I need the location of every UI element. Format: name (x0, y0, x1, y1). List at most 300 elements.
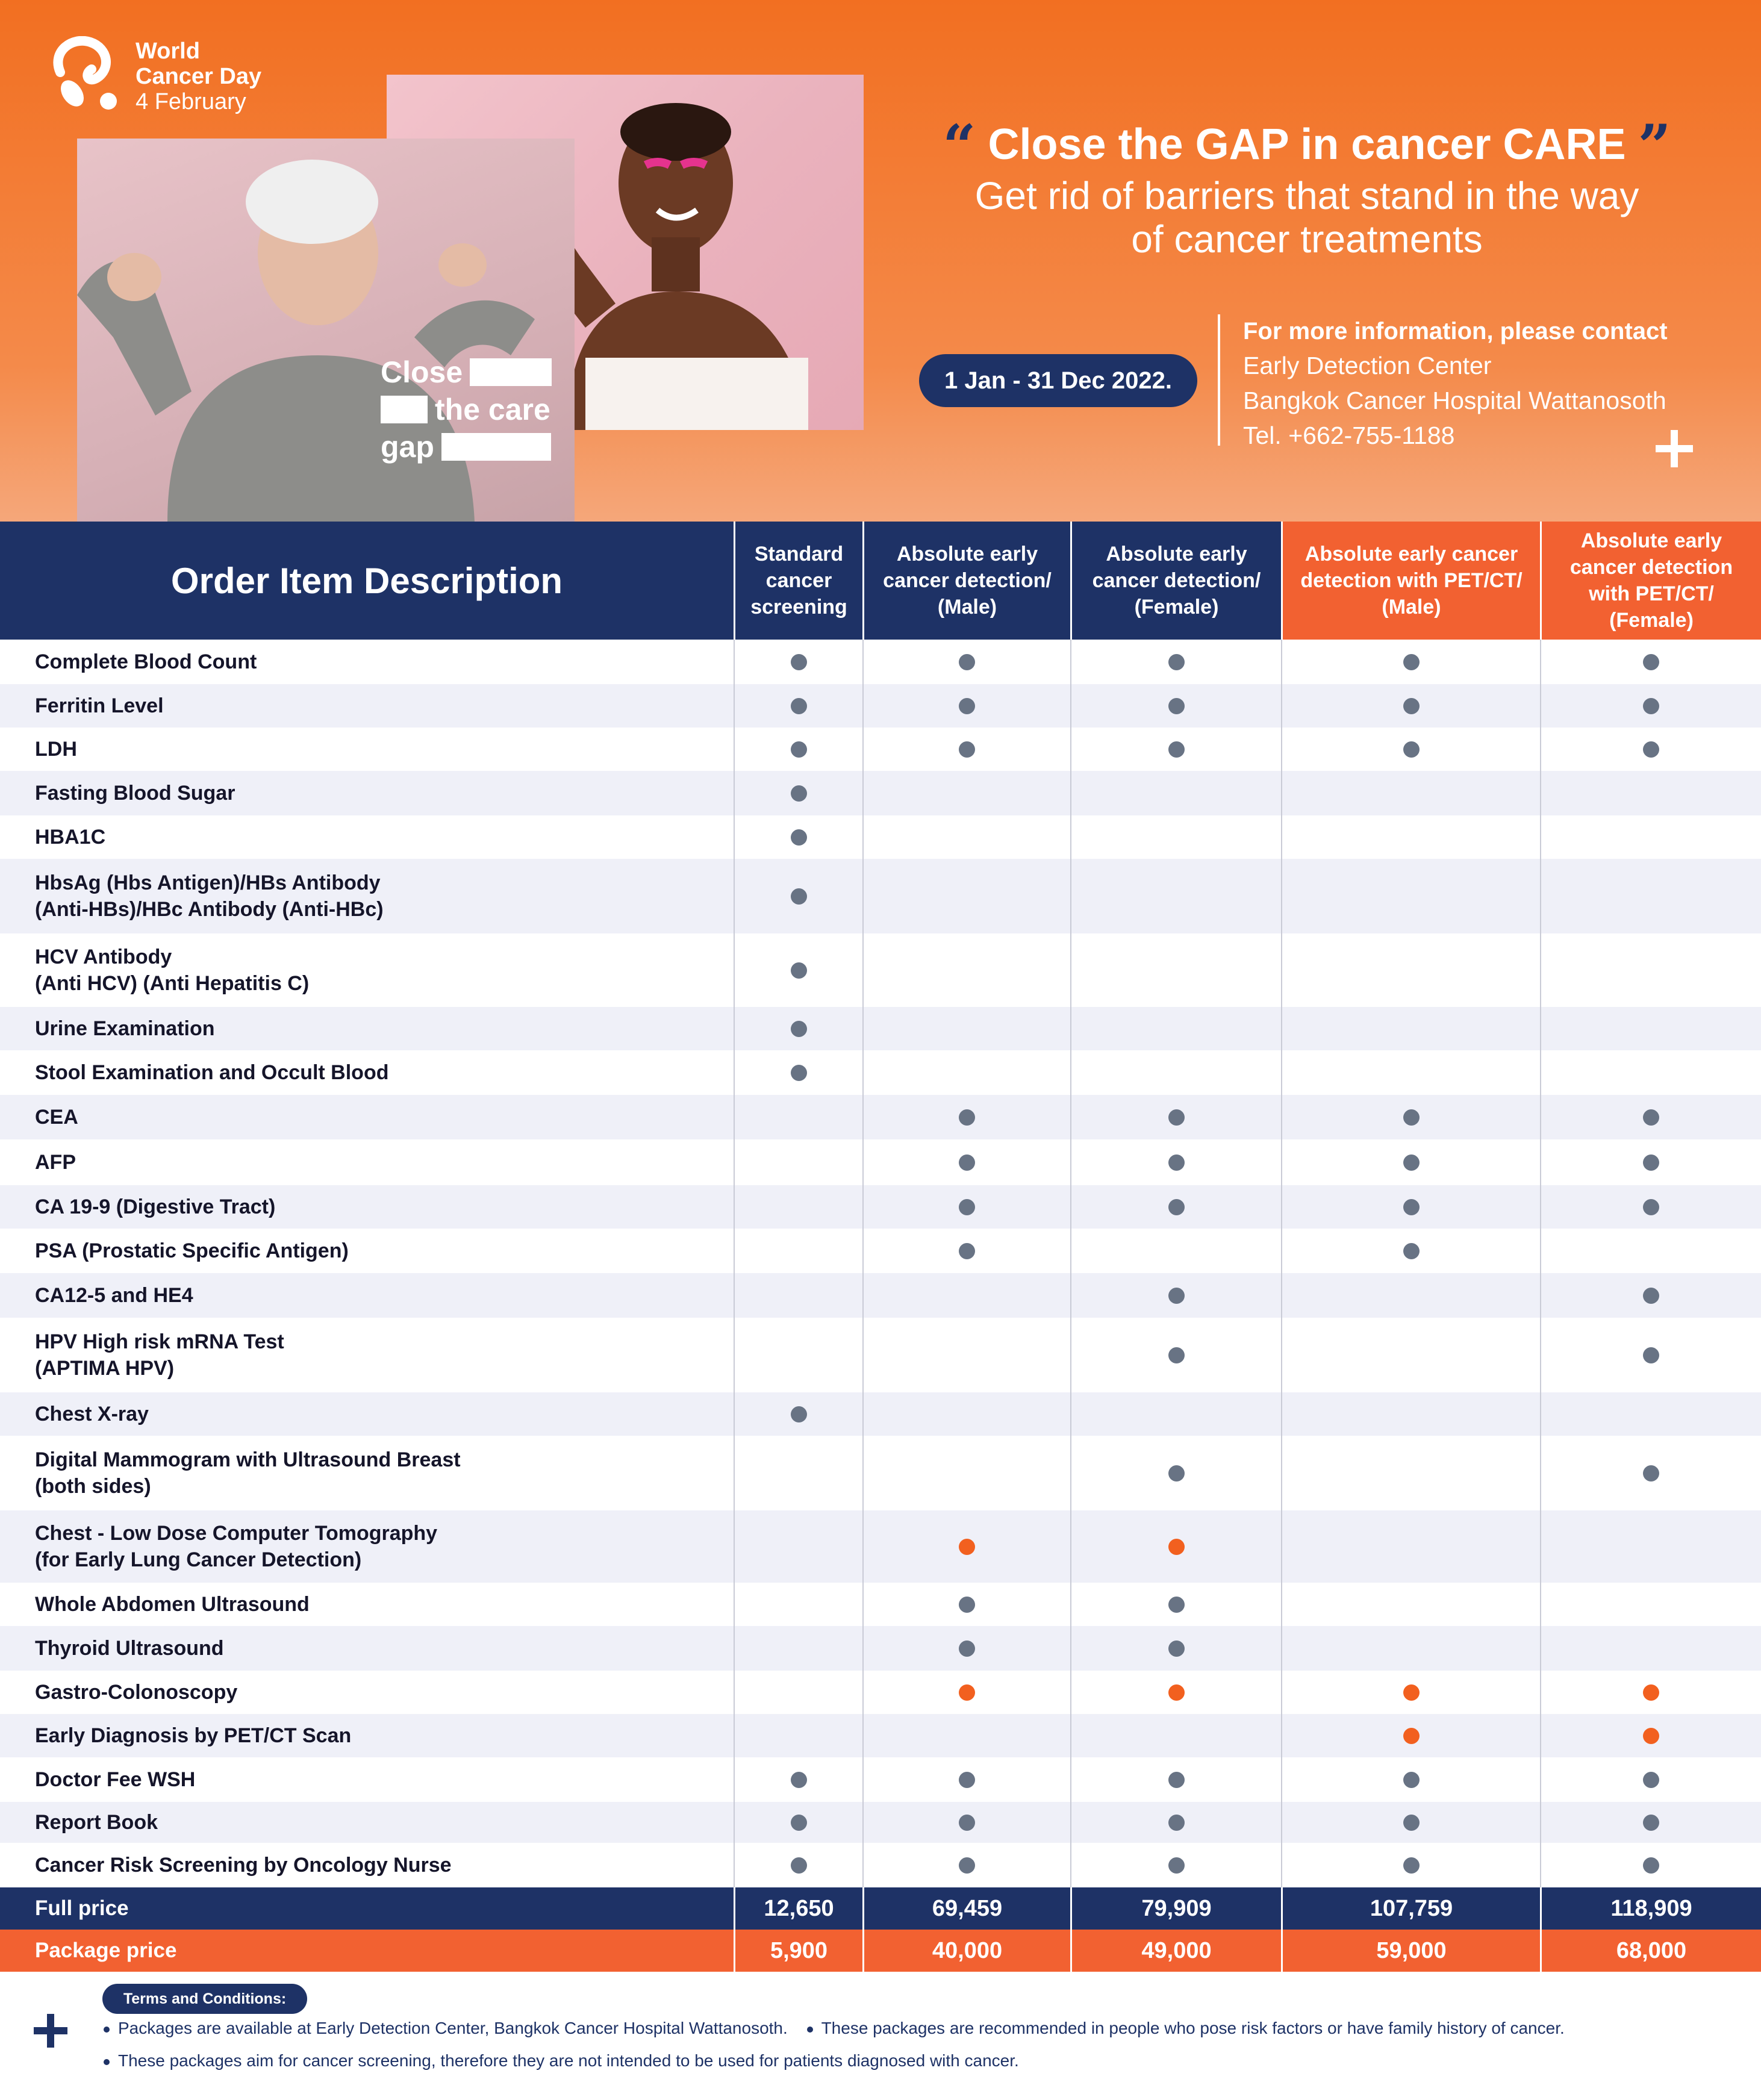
included-highlight-dot-icon (1643, 1728, 1659, 1744)
plus-icon (1653, 428, 1695, 470)
included-dot-icon (959, 1243, 975, 1259)
order-item-label (35, 1273, 697, 1318)
table-cell (1540, 1436, 1761, 1510)
table-cell (1540, 1757, 1761, 1802)
table-cell (862, 1510, 1070, 1583)
headline-sub-1: Get rid of barriers that stand in the way (974, 174, 1639, 217)
table-cell (1281, 1757, 1540, 1802)
order-item-text: CA12-5 and HE4 (35, 1284, 193, 1307)
table-cell (734, 1095, 862, 1139)
table-cell (862, 1802, 1070, 1843)
order-item-label (35, 1583, 697, 1626)
table-cell (1281, 1273, 1540, 1318)
table-cell (1281, 1436, 1540, 1510)
table-cell (734, 1273, 862, 1318)
terms-row-2 (104, 2051, 1019, 2070)
order-item-text: CA 19-9 (Digestive Tract) (35, 1195, 276, 1218)
price-label: Full price (35, 1896, 129, 1920)
table-cell (862, 1671, 1070, 1714)
table-row (0, 1007, 1761, 1050)
table-cell (1281, 1139, 1540, 1185)
included-dot-icon (791, 1857, 807, 1874)
table-cell (1070, 1510, 1281, 1583)
order-item-text: AFP (35, 1151, 76, 1174)
table-cell (1070, 684, 1281, 728)
price-value: 79,909 (1070, 1887, 1281, 1930)
table-row (0, 815, 1761, 859)
included-dot-icon (959, 1199, 975, 1215)
order-item-label (35, 728, 697, 771)
table-cell (1281, 1671, 1540, 1714)
included-highlight-dot-icon (959, 1684, 975, 1701)
table-cell (1540, 1095, 1761, 1139)
column-header-line: screening (750, 596, 847, 618)
table-cell (1070, 1843, 1281, 1887)
table-cell (1281, 1583, 1540, 1626)
order-item-text: Complete Blood Count (35, 650, 257, 673)
close-quote-icon: ” (1638, 112, 1671, 180)
table-cell (862, 728, 1070, 771)
order-item-text: CEA (35, 1106, 78, 1129)
table-cell (1281, 1007, 1540, 1050)
price-value: 5,900 (734, 1930, 862, 1972)
table-cell (1281, 859, 1540, 933)
table-row (0, 1714, 1761, 1757)
column-header-line: cancer detection/ (1092, 569, 1261, 592)
included-dot-icon (1643, 1288, 1659, 1304)
order-item-text: Cancer Risk Screening by Oncology Nurse (35, 1854, 452, 1877)
included-dot-icon (1403, 741, 1420, 758)
table-row (0, 1583, 1761, 1626)
order-item-label (35, 1757, 697, 1802)
badge-bar (381, 396, 428, 423)
table-cell (1281, 815, 1540, 859)
column-header-line: Standard (754, 543, 844, 566)
ribbon-logo-icon (48, 36, 126, 114)
headline (891, 112, 1722, 261)
terms-item-3: These packages aim for cancer screening, therefore they are not intended to be used for patients diagnosed with cancer. (118, 2051, 1019, 2070)
table-cell (1070, 1185, 1281, 1229)
order-item-text: Whole Abdomen Ultrasound (35, 1593, 310, 1616)
table-cell (1281, 1392, 1540, 1436)
order-item-text: (Anti HCV) (Anti Hepatitis C) (35, 972, 310, 995)
column-header-line: (Female) (1609, 609, 1694, 632)
price-value: 118,909 (1540, 1887, 1761, 1930)
column-header-line: Absolute early (1580, 529, 1722, 552)
price-value: 49,000 (1070, 1930, 1281, 1972)
column-header-line: Absolute early (1106, 543, 1247, 566)
included-dot-icon (1643, 1347, 1659, 1363)
included-dot-icon (791, 698, 807, 714)
table-cell (862, 1273, 1070, 1318)
table-cell (1070, 933, 1281, 1007)
included-dot-icon (791, 1065, 807, 1081)
included-dot-icon (1403, 698, 1420, 714)
table-cell (734, 1583, 862, 1626)
included-dot-icon (791, 829, 807, 846)
table-cell (734, 933, 862, 1007)
table-cell (734, 1139, 862, 1185)
table-cell (734, 1843, 862, 1887)
table-cell (734, 1185, 862, 1229)
table-cell (734, 1318, 862, 1392)
order-item-text: HbsAg (Hbs Antigen)/HBs Antibody (35, 871, 381, 894)
price-value: 69,459 (862, 1887, 1070, 1930)
table-cell (1281, 1802, 1540, 1843)
table-cell (1281, 1843, 1540, 1887)
column-header-line: (Male) (937, 596, 997, 618)
table-cell (1070, 1436, 1281, 1510)
headline-title: Close the GAP in cancer CARE (988, 120, 1626, 169)
included-dot-icon (1168, 1815, 1185, 1831)
column-header-line: cancer detection (1569, 556, 1733, 579)
table-cell (1070, 728, 1281, 771)
table-cell (1070, 1392, 1281, 1436)
included-highlight-dot-icon (1643, 1684, 1659, 1701)
order-item-text: Stool Examination and Occult Blood (35, 1061, 389, 1084)
table-cell (1070, 1139, 1281, 1185)
table-cell (734, 640, 862, 684)
included-dot-icon (1643, 1815, 1659, 1831)
included-dot-icon (959, 1815, 975, 1831)
table-cell (1070, 1802, 1281, 1843)
included-dot-icon (791, 1406, 807, 1422)
table-cell (1540, 859, 1761, 933)
table-cell (734, 859, 862, 933)
column-header-line: detection with PET/CT/ (1300, 569, 1523, 592)
table-row (0, 684, 1761, 728)
included-dot-icon (1168, 1465, 1185, 1482)
table-cell (1281, 728, 1540, 771)
table-row (0, 1318, 1761, 1392)
price-label: Package price (35, 1939, 177, 1962)
table-cell (1281, 771, 1540, 815)
included-dot-icon (959, 1597, 975, 1613)
included-dot-icon (1643, 1772, 1659, 1788)
table-cell (862, 859, 1070, 933)
included-dot-icon (1168, 1772, 1185, 1788)
table-cell (1540, 1185, 1761, 1229)
table-row (0, 1510, 1761, 1583)
order-item-text: (both sides) (35, 1475, 151, 1498)
table-row (0, 640, 1761, 684)
table-row (0, 728, 1761, 771)
order-item-text: LDH (35, 738, 77, 761)
included-dot-icon (959, 1640, 975, 1657)
table-cell (1540, 684, 1761, 728)
package-price-row (0, 1930, 1761, 1972)
included-dot-icon (1643, 698, 1659, 714)
table-cell (1540, 1273, 1761, 1318)
column-header-line: cancer (765, 569, 832, 592)
table-cell (734, 1671, 862, 1714)
table-cell (862, 1318, 1070, 1392)
included-dot-icon (1403, 1109, 1420, 1126)
included-dot-icon (959, 1109, 975, 1126)
table-cell (862, 1436, 1070, 1510)
table-cell (1540, 933, 1761, 1007)
table-cell (862, 933, 1070, 1007)
table-cell (1540, 640, 1761, 684)
included-dot-icon (1403, 1772, 1420, 1788)
table-cell (1070, 1318, 1281, 1392)
included-dot-icon (1168, 741, 1185, 758)
price-value: 12,650 (734, 1887, 862, 1930)
table-row (0, 1802, 1761, 1843)
price-value: 107,759 (1281, 1887, 1540, 1930)
included-highlight-dot-icon (1168, 1684, 1185, 1701)
table-cell (1070, 1007, 1281, 1050)
world-cancer-day-logo (48, 36, 265, 120)
included-highlight-dot-icon (1403, 1684, 1420, 1701)
order-item-label (35, 1139, 697, 1185)
table-cell (734, 1229, 862, 1273)
order-item-text: (Anti-HBs)/HBc Antibody (Anti-HBc) (35, 898, 384, 921)
included-dot-icon (959, 1154, 975, 1171)
included-dot-icon (1643, 654, 1659, 670)
included-dot-icon (1403, 654, 1420, 670)
table-cell (734, 1007, 862, 1050)
table-row (0, 1185, 1761, 1229)
order-item-text: HPV High risk mRNA Test (35, 1330, 284, 1353)
badge-word-care: the care (435, 393, 550, 426)
table-row (0, 1273, 1761, 1318)
table-cell (1540, 1139, 1761, 1185)
included-dot-icon (791, 1772, 807, 1788)
table-cell (1070, 771, 1281, 815)
included-dot-icon (1168, 698, 1185, 714)
included-dot-icon (1403, 1815, 1420, 1831)
order-item-label (35, 771, 697, 815)
table-row (0, 1229, 1761, 1273)
included-dot-icon (1403, 1199, 1420, 1215)
price-value: 59,000 (1281, 1930, 1540, 1972)
column-header-line: (Female) (1134, 596, 1219, 618)
order-item-text: Chest X-ray (35, 1403, 149, 1425)
table-cell (1281, 1318, 1540, 1392)
table-cell (862, 1626, 1070, 1671)
package-column-header-4 (1281, 522, 1540, 640)
table-cell (1070, 1583, 1281, 1626)
table-cell (734, 684, 862, 728)
table-row (0, 1626, 1761, 1671)
promo-period-badge: 1 Jan - 31 Dec 2022. (919, 354, 1197, 407)
table-cell (734, 1757, 862, 1802)
included-dot-icon (1168, 654, 1185, 670)
table-cell (1540, 1714, 1761, 1757)
table-cell (1070, 1757, 1281, 1802)
table-cell (862, 640, 1070, 684)
table-cell (1070, 1626, 1281, 1671)
order-item-label (35, 1436, 697, 1510)
order-item-label (35, 684, 697, 728)
order-item-text: Thyroid Ultrasound (35, 1637, 224, 1660)
column-header-line: Absolute early cancer (1304, 543, 1518, 566)
order-item-text: HCV Antibody (35, 946, 172, 968)
table-cell (1070, 1095, 1281, 1139)
included-dot-icon (1168, 1597, 1185, 1613)
included-dot-icon (1643, 1199, 1659, 1215)
table-cell (1070, 815, 1281, 859)
table-cell (1540, 1802, 1761, 1843)
table-row (0, 1392, 1761, 1436)
table-cell (862, 1050, 1070, 1095)
table-cell (734, 1392, 862, 1436)
table-cell (734, 1626, 862, 1671)
terms-row-1 (104, 2019, 1565, 2038)
contact-hospital: Bangkok Cancer Hospital Wattanosoth (1243, 387, 1666, 414)
table-row (0, 859, 1761, 933)
order-item-label (35, 859, 697, 933)
table-cell (862, 1139, 1070, 1185)
contact-center: Early Detection Center (1243, 352, 1492, 379)
table-cell (862, 1392, 1070, 1436)
table-cell (734, 1714, 862, 1757)
table-cell (1070, 640, 1281, 684)
table-header (0, 522, 1761, 640)
table-cell (1540, 1392, 1761, 1436)
included-dot-icon (959, 1772, 975, 1788)
price-value: 40,000 (862, 1930, 1070, 1972)
included-highlight-dot-icon (1403, 1728, 1420, 1744)
included-dot-icon (1168, 1640, 1185, 1657)
table-cell (1540, 1007, 1761, 1050)
table-cell (1281, 684, 1540, 728)
terms-heading: Terms and Conditions: (102, 1984, 307, 2014)
table-cell (1281, 640, 1540, 684)
order-item-description-header: Order Item Description (0, 522, 734, 640)
open-quote-icon: “ (943, 112, 976, 180)
order-item-text: Doctor Fee WSH (35, 1768, 196, 1791)
order-item-text: PSA (Prostatic Specific Antigen) (35, 1239, 349, 1262)
table-cell (862, 1583, 1070, 1626)
table-cell (1540, 1510, 1761, 1583)
included-dot-icon (791, 1021, 807, 1037)
order-item-label (35, 1714, 697, 1757)
table-cell (734, 1436, 862, 1510)
order-item-text: Report Book (35, 1811, 158, 1834)
badge-bar (441, 433, 551, 461)
price-value: 68,000 (1540, 1930, 1761, 1972)
table-cell (862, 1757, 1070, 1802)
order-item-text: Early Diagnosis by PET/CT Scan (35, 1724, 352, 1747)
bullet-icon (104, 2059, 110, 2065)
order-item-text: Chest - Low Dose Computer Tomography (35, 1522, 438, 1545)
included-dot-icon (791, 1815, 807, 1831)
table-row (0, 1050, 1761, 1095)
table-row (0, 771, 1761, 815)
close-the-care-gap-badge (381, 355, 561, 470)
table-cell (862, 1007, 1070, 1050)
table-cell (734, 815, 862, 859)
included-dot-icon (1643, 1109, 1659, 1126)
order-item-text: Gastro-Colonoscopy (35, 1681, 238, 1704)
included-dot-icon (1643, 1857, 1659, 1874)
included-dot-icon (1168, 1109, 1185, 1126)
plus-icon (31, 2011, 70, 2050)
table-cell (1540, 1583, 1761, 1626)
package-column-header-2 (862, 522, 1070, 640)
headline-sub-2: of cancer treatments (1131, 217, 1483, 261)
order-item-label (35, 1843, 697, 1887)
table-cell (1540, 728, 1761, 771)
column-header-line: (Male) (1382, 596, 1441, 618)
order-item-label (35, 1007, 697, 1050)
table-cell (1070, 1229, 1281, 1273)
included-dot-icon (1403, 1243, 1420, 1259)
column-header-line: cancer detection/ (883, 569, 1052, 592)
hero-banner (0, 0, 1761, 522)
table-cell (1070, 1050, 1281, 1095)
logo-line-2: Cancer Day (136, 64, 262, 89)
included-highlight-dot-icon (1168, 1539, 1185, 1555)
table-cell (862, 1229, 1070, 1273)
bullet-icon (807, 2027, 813, 2033)
badge-word-gap: gap (381, 430, 434, 464)
order-item-label (35, 1392, 697, 1436)
table-cell (1281, 1229, 1540, 1273)
table-cell (1070, 1273, 1281, 1318)
terms-item-1: Packages are available at Early Detection Center, Bangkok Cancer Hospital Wattanosoth. (118, 2019, 788, 2037)
order-item-label (35, 1050, 697, 1095)
table-cell (1540, 1671, 1761, 1714)
table-cell (1540, 1229, 1761, 1273)
contact-phone[interactable]: Tel. +662-755-1188 (1243, 422, 1455, 449)
table-cell (734, 1802, 862, 1843)
table-cell (1281, 1050, 1540, 1095)
table-row (0, 1843, 1761, 1887)
table-cell (862, 1843, 1070, 1887)
included-dot-icon (1168, 1154, 1185, 1171)
package-column-header-5 (1540, 522, 1761, 640)
table-cell (1281, 1095, 1540, 1139)
table-cell (862, 771, 1070, 815)
order-item-label (35, 933, 697, 1007)
order-item-text: Digital Mammogram with Ultrasound Breast (35, 1448, 461, 1471)
table-row (0, 1757, 1761, 1802)
table-cell (1281, 933, 1540, 1007)
table-row (0, 1436, 1761, 1510)
contact-info (1218, 314, 1700, 449)
terms-item-2: These packages are recommended in people who pose risk factors or have family history of cancer. (821, 2019, 1565, 2037)
table-cell (862, 1095, 1070, 1139)
included-dot-icon (959, 654, 975, 670)
table-cell (1281, 1185, 1540, 1229)
package-column-header-3 (1070, 522, 1281, 640)
order-item-label (35, 1510, 697, 1583)
table-cell (1070, 1671, 1281, 1714)
included-dot-icon (959, 1857, 975, 1874)
table-cell (734, 1050, 862, 1095)
table-cell (1281, 1510, 1540, 1583)
included-dot-icon (1403, 1857, 1420, 1874)
table-cell (862, 684, 1070, 728)
table-cell (862, 1185, 1070, 1229)
column-header-line: with PET/CT/ (1589, 582, 1714, 605)
logo-line-1: World (136, 39, 200, 64)
table-cell (862, 1714, 1070, 1757)
included-dot-icon (791, 741, 807, 758)
order-item-label (35, 815, 697, 859)
table-cell (1540, 1626, 1761, 1671)
table-cell (1540, 815, 1761, 859)
order-item-text: Ferritin Level (35, 694, 164, 717)
full-price-row (0, 1887, 1761, 1930)
order-item-text: (APTIMA HPV) (35, 1357, 175, 1380)
included-dot-icon (1168, 1199, 1185, 1215)
included-dot-icon (959, 741, 975, 758)
order-item-label (35, 1229, 697, 1273)
